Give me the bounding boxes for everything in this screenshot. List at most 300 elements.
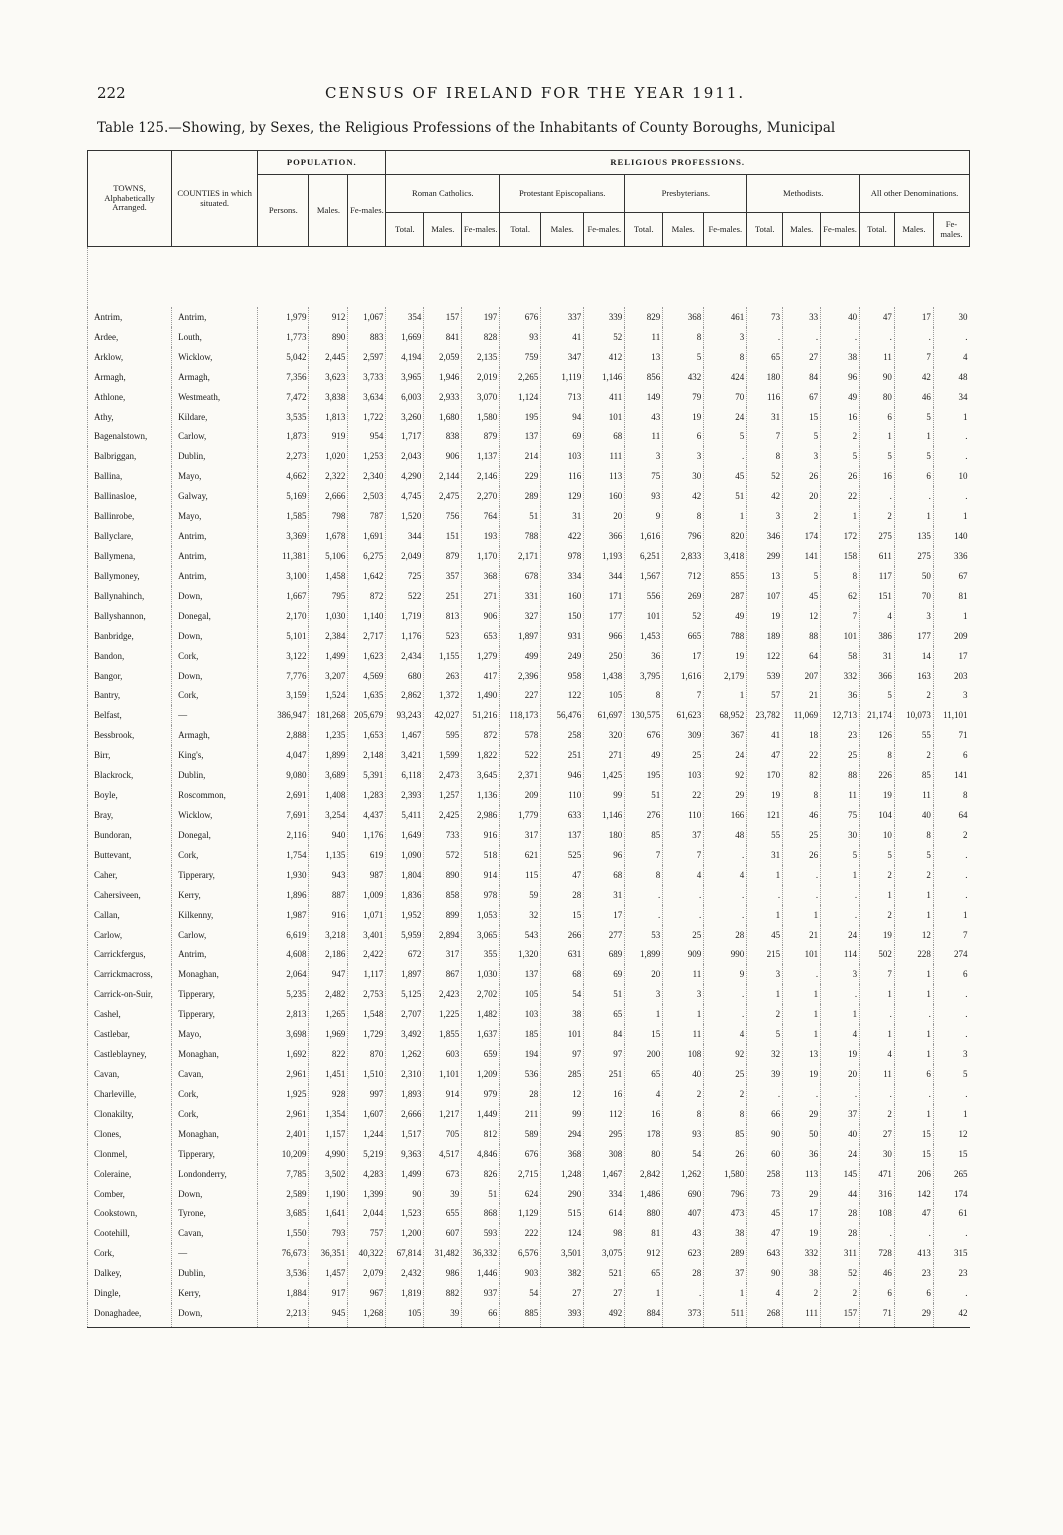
header-me-total: Total. xyxy=(747,213,783,247)
table-spacer-row xyxy=(88,247,970,308)
table-cell: 619 xyxy=(348,845,386,865)
table-cell: 6 xyxy=(933,964,969,984)
table-cell: 344 xyxy=(584,566,625,586)
table-cell: 2,371 xyxy=(500,765,541,785)
table-row xyxy=(88,566,970,586)
table-cell: 2 xyxy=(860,1104,895,1124)
table-cell: 55 xyxy=(894,725,933,745)
table-cell: 990 xyxy=(704,945,747,965)
header-pe-females: Fe-males. xyxy=(584,213,625,247)
town-name-cell: Clonmel, xyxy=(88,1144,172,1164)
table-cell: 57 xyxy=(747,686,783,706)
table-cell: 38 xyxy=(783,1263,821,1283)
table-cell: 826 xyxy=(462,1164,500,1184)
table-cell: 1,137 xyxy=(462,446,500,466)
table-cell: 160 xyxy=(584,486,625,506)
table-cell: 103 xyxy=(663,765,704,785)
table-cell: 5 xyxy=(894,407,933,427)
table-cell: 1 xyxy=(894,1044,933,1064)
table-cell: 75 xyxy=(625,466,663,486)
table-cell: 1,190 xyxy=(309,1184,348,1204)
table-cell: 885 xyxy=(500,1303,541,1327)
table-cell: 8 xyxy=(821,566,860,586)
table-cell: 1,754 xyxy=(258,845,309,865)
table-cell: 118,173 xyxy=(500,705,541,725)
table-cell: 386 xyxy=(860,626,895,646)
table-cell: 251 xyxy=(541,745,584,765)
table-row xyxy=(88,1164,970,1184)
table-cell: 1,616 xyxy=(625,526,663,546)
table-cell: 178 xyxy=(625,1124,663,1144)
county-name-cell: Tipperary, xyxy=(172,1004,258,1024)
table-cell: 2,813 xyxy=(258,1004,309,1024)
table-cell: 81 xyxy=(625,1223,663,1243)
table-cell: 536 xyxy=(500,1064,541,1084)
table-cell: 2,715 xyxy=(500,1164,541,1184)
table-row xyxy=(88,1024,970,1044)
table-cell: 1 xyxy=(894,506,933,526)
table-cell: 2,179 xyxy=(704,666,747,686)
table-cell: 1,446 xyxy=(462,1263,500,1283)
table-cell: 25 xyxy=(663,925,704,945)
table-cell: 1 xyxy=(821,1004,860,1024)
table-cell: 522 xyxy=(500,745,541,765)
table-cell: 108 xyxy=(860,1203,895,1223)
town-name-cell: Bandon, xyxy=(88,646,172,666)
table-cell: 1,691 xyxy=(348,526,386,546)
table-cell: 67 xyxy=(933,566,969,586)
header-protestant-episcopalians: Protestant Episcopalians. xyxy=(500,175,625,213)
table-cell: 5,101 xyxy=(258,626,309,646)
table-cell: 8 xyxy=(704,1104,747,1124)
table-cell: 53 xyxy=(625,925,663,945)
table-cell: 37 xyxy=(704,1263,747,1283)
table-cell: 2,396 xyxy=(500,666,541,686)
table-cell: 368 xyxy=(663,307,704,327)
table-cell: 12 xyxy=(894,925,933,945)
table-cell: 407 xyxy=(663,1203,704,1223)
table-cell: 1,510 xyxy=(348,1064,386,1084)
page-number: 222 xyxy=(97,84,126,102)
table-cell: 373 xyxy=(663,1303,704,1327)
town-name-cell: Arklow, xyxy=(88,347,172,367)
table-cell: 1,946 xyxy=(424,367,462,387)
table-cell: 101 xyxy=(541,1024,584,1044)
table-cell: 1,067 xyxy=(348,307,386,327)
table-cell: 105 xyxy=(584,686,625,706)
table-cell: 2,310 xyxy=(386,1064,424,1084)
table-cell: 368 xyxy=(462,566,500,586)
table-cell: 7 xyxy=(821,606,860,626)
table-cell: 2,322 xyxy=(309,466,348,486)
table-cell: 181,268 xyxy=(309,705,348,725)
table-cell: . xyxy=(933,1223,969,1243)
table-cell: 23,782 xyxy=(747,705,783,725)
county-name-cell: Kildare, xyxy=(172,407,258,427)
table-cell: 97 xyxy=(541,1044,584,1064)
table-cell: . xyxy=(783,327,821,347)
table-cell: 19 xyxy=(860,785,895,805)
table-cell: 2,043 xyxy=(386,446,424,466)
header-me-males: Males. xyxy=(783,213,821,247)
table-cell: 15 xyxy=(625,1024,663,1044)
table-cell: 858 xyxy=(424,885,462,905)
table-cell: 764 xyxy=(462,506,500,526)
table-cell: 354 xyxy=(386,307,424,327)
table-cell: 129 xyxy=(541,486,584,506)
table-cell: 274 xyxy=(933,945,969,965)
table-cell: 2,422 xyxy=(348,945,386,965)
table-cell: 45 xyxy=(747,1203,783,1223)
table-cell: . xyxy=(625,885,663,905)
table-cell: 1,235 xyxy=(309,725,348,745)
table-cell: 2,589 xyxy=(258,1184,309,1204)
table-cell: 979 xyxy=(462,1084,500,1104)
table-cell: 1,101 xyxy=(424,1064,462,1084)
table-cell: 1,170 xyxy=(462,546,500,566)
town-name-cell: Birr, xyxy=(88,745,172,765)
table-cell: 101 xyxy=(783,945,821,965)
table-cell: 25 xyxy=(783,825,821,845)
table-cell: 3,733 xyxy=(348,367,386,387)
table-cell: 21 xyxy=(783,925,821,945)
table-cell: 1,053 xyxy=(462,905,500,925)
table-cell: 251 xyxy=(584,1064,625,1084)
table-cell: 82 xyxy=(783,765,821,785)
table-cell: 1,225 xyxy=(424,1004,462,1024)
table-cell: 728 xyxy=(860,1243,895,1263)
table-cell: 1,244 xyxy=(348,1124,386,1144)
table-cell: 320 xyxy=(584,725,625,745)
table-cell: 1,524 xyxy=(309,686,348,706)
table-cell: 20 xyxy=(821,1064,860,1084)
table-cell: . xyxy=(747,885,783,905)
table-cell: 655 xyxy=(424,1203,462,1223)
table-cell: 316 xyxy=(860,1184,895,1204)
header-ao-total: Total. xyxy=(860,213,895,247)
table-cell: 31 xyxy=(584,885,625,905)
town-name-cell: Cookstown, xyxy=(88,1203,172,1223)
table-cell: 1,217 xyxy=(424,1104,462,1124)
table-cell: 2,186 xyxy=(309,945,348,965)
table-cell: 42,027 xyxy=(424,705,462,725)
table-cell: 1 xyxy=(894,427,933,447)
table-cell: 39 xyxy=(424,1303,462,1327)
table-cell: 4 xyxy=(663,865,704,885)
table-cell: 13 xyxy=(625,347,663,367)
table-cell: 2,432 xyxy=(386,1263,424,1283)
table-cell: 3,418 xyxy=(704,546,747,566)
table-cell: 195 xyxy=(625,765,663,785)
table-cell: 62 xyxy=(821,586,860,606)
table-cell: 3 xyxy=(663,984,704,1004)
table-cell: 197 xyxy=(462,307,500,327)
table-cell: 334 xyxy=(584,1184,625,1204)
table-cell: 36 xyxy=(625,646,663,666)
table-cell: 158 xyxy=(821,546,860,566)
table-cell: 29 xyxy=(783,1184,821,1204)
table-cell: 1,819 xyxy=(386,1283,424,1303)
table-cell: 1,265 xyxy=(309,1004,348,1024)
town-name-cell: Bantry, xyxy=(88,686,172,706)
table-cell: 6 xyxy=(894,1064,933,1084)
table-row xyxy=(88,825,970,845)
table-cell: 589 xyxy=(500,1124,541,1144)
header-towns: TOWNS, Alphabetically Arranged. xyxy=(88,151,172,247)
table-cell: 104 xyxy=(860,805,895,825)
table-cell: 160 xyxy=(541,586,584,606)
table-cell: . xyxy=(894,327,933,347)
table-cell: 887 xyxy=(309,885,348,905)
table-cell: 978 xyxy=(462,885,500,905)
table-cell: 4,437 xyxy=(348,805,386,825)
table-cell: 8 xyxy=(747,446,783,466)
table-cell: 41 xyxy=(541,327,584,347)
table-cell: 30 xyxy=(663,466,704,486)
county-name-cell: Tipperary, xyxy=(172,865,258,885)
table-cell: 2,423 xyxy=(424,984,462,1004)
table-cell: . xyxy=(783,1084,821,1104)
table-row xyxy=(88,865,970,885)
table-cell: 525 xyxy=(541,845,584,865)
table-cell: 1,438 xyxy=(584,666,625,686)
table-cell: 958 xyxy=(541,666,584,686)
table-cell: 607 xyxy=(424,1223,462,1243)
table-cell: 8 xyxy=(625,865,663,885)
table-cell: 112 xyxy=(584,1104,625,1124)
table-cell: 906 xyxy=(462,606,500,626)
table-cell: 207 xyxy=(783,666,821,686)
table-cell: 9,363 xyxy=(386,1144,424,1164)
table-cell: . xyxy=(933,1004,969,1024)
table-cell: 6 xyxy=(663,427,704,447)
table-cell: 1,897 xyxy=(386,964,424,984)
table-cell: 3 xyxy=(747,964,783,984)
table-cell: 1,354 xyxy=(309,1104,348,1124)
table-cell: 149 xyxy=(625,387,663,407)
table-cell: 23 xyxy=(933,1263,969,1283)
table-row xyxy=(88,1184,970,1204)
table-cell: 8 xyxy=(860,745,895,765)
table-cell: 92 xyxy=(704,1044,747,1064)
table-cell: 882 xyxy=(424,1283,462,1303)
table-cell: 215 xyxy=(747,945,783,965)
table-cell: 211 xyxy=(500,1104,541,1124)
town-name-cell: Banbridge, xyxy=(88,626,172,646)
table-cell: 1 xyxy=(894,885,933,905)
table-cell: 36 xyxy=(821,686,860,706)
table-cell: 96 xyxy=(584,845,625,865)
table-cell: 1 xyxy=(783,1024,821,1044)
table-cell: 22 xyxy=(783,745,821,765)
table-cell: 227 xyxy=(500,686,541,706)
county-name-cell: Carlow, xyxy=(172,925,258,945)
table-cell: 2,384 xyxy=(309,626,348,646)
table-cell: 6,118 xyxy=(386,765,424,785)
table-cell: 28 xyxy=(704,925,747,945)
table-cell: 2,148 xyxy=(348,745,386,765)
table-cell: 30 xyxy=(860,1144,895,1164)
county-name-cell: Dublin, xyxy=(172,1263,258,1283)
table-cell: 5 xyxy=(860,686,895,706)
header-roman-catholics: Roman Catholics. xyxy=(386,175,500,213)
table-cell: 195 xyxy=(500,407,541,427)
table-cell: 49 xyxy=(821,387,860,407)
table-cell: 2,044 xyxy=(348,1203,386,1223)
table-cell: 126 xyxy=(860,725,895,745)
table-cell: 813 xyxy=(424,606,462,626)
town-name-cell: Clones, xyxy=(88,1124,172,1144)
table-cell: 36 xyxy=(783,1144,821,1164)
table-cell: 424 xyxy=(704,367,747,387)
table-cell: . xyxy=(663,885,704,905)
table-cell: 1 xyxy=(625,1004,663,1024)
table-cell: . xyxy=(783,964,821,984)
table-cell: 50 xyxy=(894,566,933,586)
table-cell: 366 xyxy=(584,526,625,546)
table-cell: 4 xyxy=(747,1283,783,1303)
table-cell: 1,399 xyxy=(348,1184,386,1204)
table-cell: 4 xyxy=(933,347,969,367)
table-cell: 1,641 xyxy=(309,1203,348,1223)
town-name-cell: Ardee, xyxy=(88,327,172,347)
table-cell: 2,666 xyxy=(386,1104,424,1124)
table-cell: 51 xyxy=(462,1184,500,1204)
county-name-cell: Cork, xyxy=(172,686,258,706)
table-cell: 33 xyxy=(783,307,821,327)
table-cell: 3,689 xyxy=(309,765,348,785)
table-cell: . xyxy=(747,1084,783,1104)
table-cell: 249 xyxy=(541,646,584,666)
table-cell: 163 xyxy=(894,666,933,686)
table-cell: 65 xyxy=(625,1064,663,1084)
table-cell: 101 xyxy=(625,606,663,626)
table-cell: . xyxy=(821,984,860,1004)
table-cell: 593 xyxy=(462,1223,500,1243)
table-cell: 42 xyxy=(663,486,704,506)
table-row xyxy=(88,725,970,745)
table-cell: 26 xyxy=(783,845,821,865)
table-cell: 64 xyxy=(933,805,969,825)
table-row xyxy=(88,1004,970,1024)
table-cell: 90 xyxy=(860,367,895,387)
table-cell: 4,846 xyxy=(462,1144,500,1164)
table-cell: 633 xyxy=(541,805,584,825)
table-cell: 2,691 xyxy=(258,785,309,805)
table-cell: 822 xyxy=(309,1044,348,1064)
table-cell: 1,952 xyxy=(386,905,424,925)
table-cell: 54 xyxy=(663,1144,704,1164)
table-row xyxy=(88,546,970,566)
table-cell: 5 xyxy=(821,845,860,865)
table-row xyxy=(88,1084,970,1104)
table-cell: 2,170 xyxy=(258,606,309,626)
table-cell: 611 xyxy=(860,546,895,566)
table-cell: 54 xyxy=(500,1283,541,1303)
table-cell: . xyxy=(894,486,933,506)
table-cell: 2,933 xyxy=(424,387,462,407)
header-pe-total: Total. xyxy=(500,213,541,247)
table-cell: 2,213 xyxy=(258,1303,309,1327)
table-row xyxy=(88,1223,970,1243)
table-cell: 1,486 xyxy=(625,1184,663,1204)
table-cell: 1,692 xyxy=(258,1044,309,1064)
table-cell: 1,899 xyxy=(625,945,663,965)
table-cell: 56,476 xyxy=(541,705,584,725)
table-cell: 1,279 xyxy=(462,646,500,666)
table-cell: 103 xyxy=(541,446,584,466)
table-cell: 47 xyxy=(541,865,584,885)
census-table-body xyxy=(88,247,970,1328)
table-cell: 556 xyxy=(625,586,663,606)
table-row xyxy=(88,984,970,1004)
table-cell: 21,174 xyxy=(860,705,895,725)
table-cell: 214 xyxy=(500,446,541,466)
table-cell: 287 xyxy=(704,586,747,606)
town-name-cell: Ballinasloe, xyxy=(88,486,172,506)
table-cell: 1 xyxy=(783,1004,821,1024)
table-cell: 12 xyxy=(783,606,821,626)
table-cell: 1,667 xyxy=(258,586,309,606)
table-cell: 275 xyxy=(860,526,895,546)
table-cell: 1,262 xyxy=(386,1044,424,1064)
county-name-cell: Antrim, xyxy=(172,945,258,965)
table-cell: 5,391 xyxy=(348,765,386,785)
table-cell: 17 xyxy=(894,307,933,327)
table-cell: 13 xyxy=(747,566,783,586)
table-cell: 903 xyxy=(500,1263,541,1283)
table-cell: 1,499 xyxy=(309,646,348,666)
table-cell: 51 xyxy=(625,785,663,805)
town-name-cell: Cork, xyxy=(88,1243,172,1263)
table-cell: 1,467 xyxy=(386,725,424,745)
table-cell: 3,698 xyxy=(258,1024,309,1044)
table-cell: 54 xyxy=(541,984,584,1004)
table-cell: 265 xyxy=(933,1164,969,1184)
county-name-cell: Cavan, xyxy=(172,1064,258,1084)
table-cell: 879 xyxy=(462,427,500,447)
table-row xyxy=(88,1203,970,1223)
town-name-cell: Buttevant, xyxy=(88,845,172,865)
table-cell: 7 xyxy=(860,964,895,984)
table-cell: 1,146 xyxy=(584,805,625,825)
table-cell: 31,482 xyxy=(424,1243,462,1263)
table-cell: 4,569 xyxy=(348,666,386,686)
town-name-cell: Ballymoney, xyxy=(88,566,172,586)
table-cell: 52 xyxy=(747,466,783,486)
table-cell: 22 xyxy=(821,486,860,506)
table-cell: 13 xyxy=(783,1044,821,1064)
table-cell: 24 xyxy=(704,745,747,765)
table-cell: 1,157 xyxy=(309,1124,348,1144)
table-cell: 621 xyxy=(500,845,541,865)
table-cell: 19 xyxy=(860,925,895,945)
table-cell: 25 xyxy=(663,745,704,765)
table-cell: 11,069 xyxy=(783,705,821,725)
table-cell: 945 xyxy=(309,1303,348,1327)
table-cell: 75 xyxy=(821,805,860,825)
table-cell: 65 xyxy=(584,1004,625,1024)
town-name-cell: Carrickfergus, xyxy=(88,945,172,965)
table-cell: 1,729 xyxy=(348,1024,386,1044)
table-cell: 174 xyxy=(783,526,821,546)
table-cell: 518 xyxy=(462,845,500,865)
town-name-cell: Cootehill, xyxy=(88,1223,172,1243)
table-cell: 309 xyxy=(663,725,704,745)
table-cell: 2,064 xyxy=(258,964,309,984)
table-cell: 931 xyxy=(541,626,584,646)
table-cell: 25 xyxy=(821,745,860,765)
